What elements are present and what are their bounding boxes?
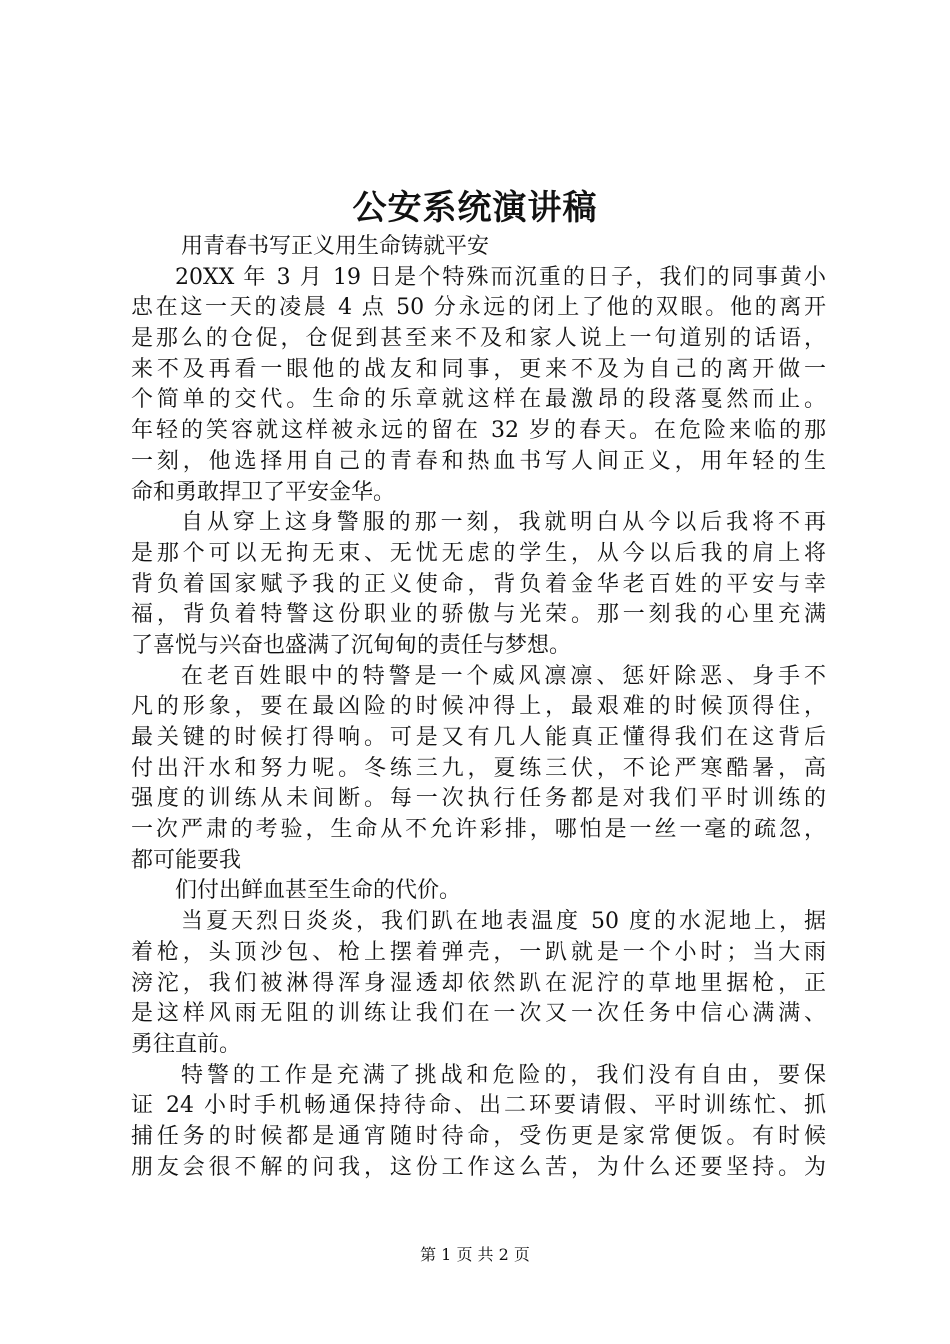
text-line: 付出汗水和努力呢。冬练三九，夏练三伏，不论严寒酷暑，高 <box>131 755 826 781</box>
text-line: 一刻，他选择用自己的青春和热血书写人间正义，用年轻的生 <box>131 448 826 474</box>
text-line: 是那个可以无拘无束、无忧无虑的学生，从今以后我的肩上将 <box>131 540 826 566</box>
text-line: 是那么的仓促，仓促到甚至来不及和家人说上一句道别的话语， <box>131 326 826 352</box>
text-line: 个简单的交代。生命的乐章就这样在最激昂的段落戛然而止。 <box>131 387 826 413</box>
page-number-footer: 第 1 页 共 2 页 <box>420 1245 530 1264</box>
text-line: 勇往直前。 <box>131 1031 242 1057</box>
text-line: 捕任务的时候都是通宵随时待命，受伤更是家常便饭。有时候 <box>131 1123 826 1149</box>
document-body <box>131 232 826 1183</box>
subtitle-line: 用青春书写正义用生命铸就平安 <box>181 234 490 259</box>
text-line: 特警的工作是充满了挑战和危险的，我们没有自由，要保 <box>181 1062 826 1088</box>
text-line: 着枪，头顶沙包、枪上摆着弹壳，一趴就是一个小时；当大雨 <box>131 939 826 965</box>
text-line: 都可能要我 <box>131 847 242 873</box>
text-line: 证 24 小时手机畅通保持待命、出二环要请假、平时训练忙、抓 <box>131 1093 826 1119</box>
text-line: 最关键的时候打得响。可是又有几人能真正懂得我们在这背后 <box>131 725 826 750</box>
text-line: 福，背负着特警这份职业的骄傲与光荣。那一刻我的心里充满 <box>131 602 826 628</box>
text-line: 在老百姓眼中的特警是一个威风凛凛、惩奸除恶、身手不 <box>181 663 826 689</box>
text-line: 凡的形象，要在最凶险的时候冲得上，最艰难的时候顶得住， <box>131 694 826 720</box>
text-line: 朋友会很不解的问我，这份工作这么苦，为什么还要坚持。为 <box>131 1154 826 1180</box>
text-line: 们付出鲜血甚至生命的代价。 <box>175 878 462 904</box>
text-line: 滂沱，我们被淋得浑身湿透却依然趴在泥泞的草地里据枪，正 <box>131 970 826 996</box>
document-title: 公安系统演讲稿 <box>352 188 598 228</box>
text-line: 当夏天烈日炎炎，我们趴在地表温度 50 度的水泥地上，据 <box>181 909 826 935</box>
text-line: 命和勇敢捍卫了平安金华。 <box>131 479 396 505</box>
text-line: 来不及再看一眼他的战友和同事，更来不及为自己的离开做一 <box>131 356 826 382</box>
text-line: 背负着国家赋予我的正义使命，背负着金华老百姓的平安与幸 <box>131 571 826 597</box>
text-line: 20XX 年 3 月 19 日是个特殊而沉重的日子，我们的同事黄小 <box>175 264 826 290</box>
text-line: 年轻的笑容就这样被永远的留在 32 岁的春天。在危险来临的那 <box>131 418 826 444</box>
text-line: 一次严肃的考验，生命从不允许彩排，哪怕是一丝一毫的疏忽， <box>131 817 826 843</box>
text-line: 了喜悦与兴奋也盛满了沉甸甸的责任与梦想。 <box>131 632 572 658</box>
text-line: 是这样风雨无阻的训练让我们在一次又一次任务中信心满满、 <box>131 1001 826 1027</box>
text-line: 强度的训练从未间断。每一次执行任务都是对我们平时训练的 <box>131 786 826 812</box>
text-line: 忠在这一天的凌晨 4 点 50 分永远的闭上了他的双眼。他的离开 <box>131 295 826 321</box>
text-line: 自从穿上这身警服的那一刻，我就明白从今以后我将不再 <box>181 510 826 536</box>
